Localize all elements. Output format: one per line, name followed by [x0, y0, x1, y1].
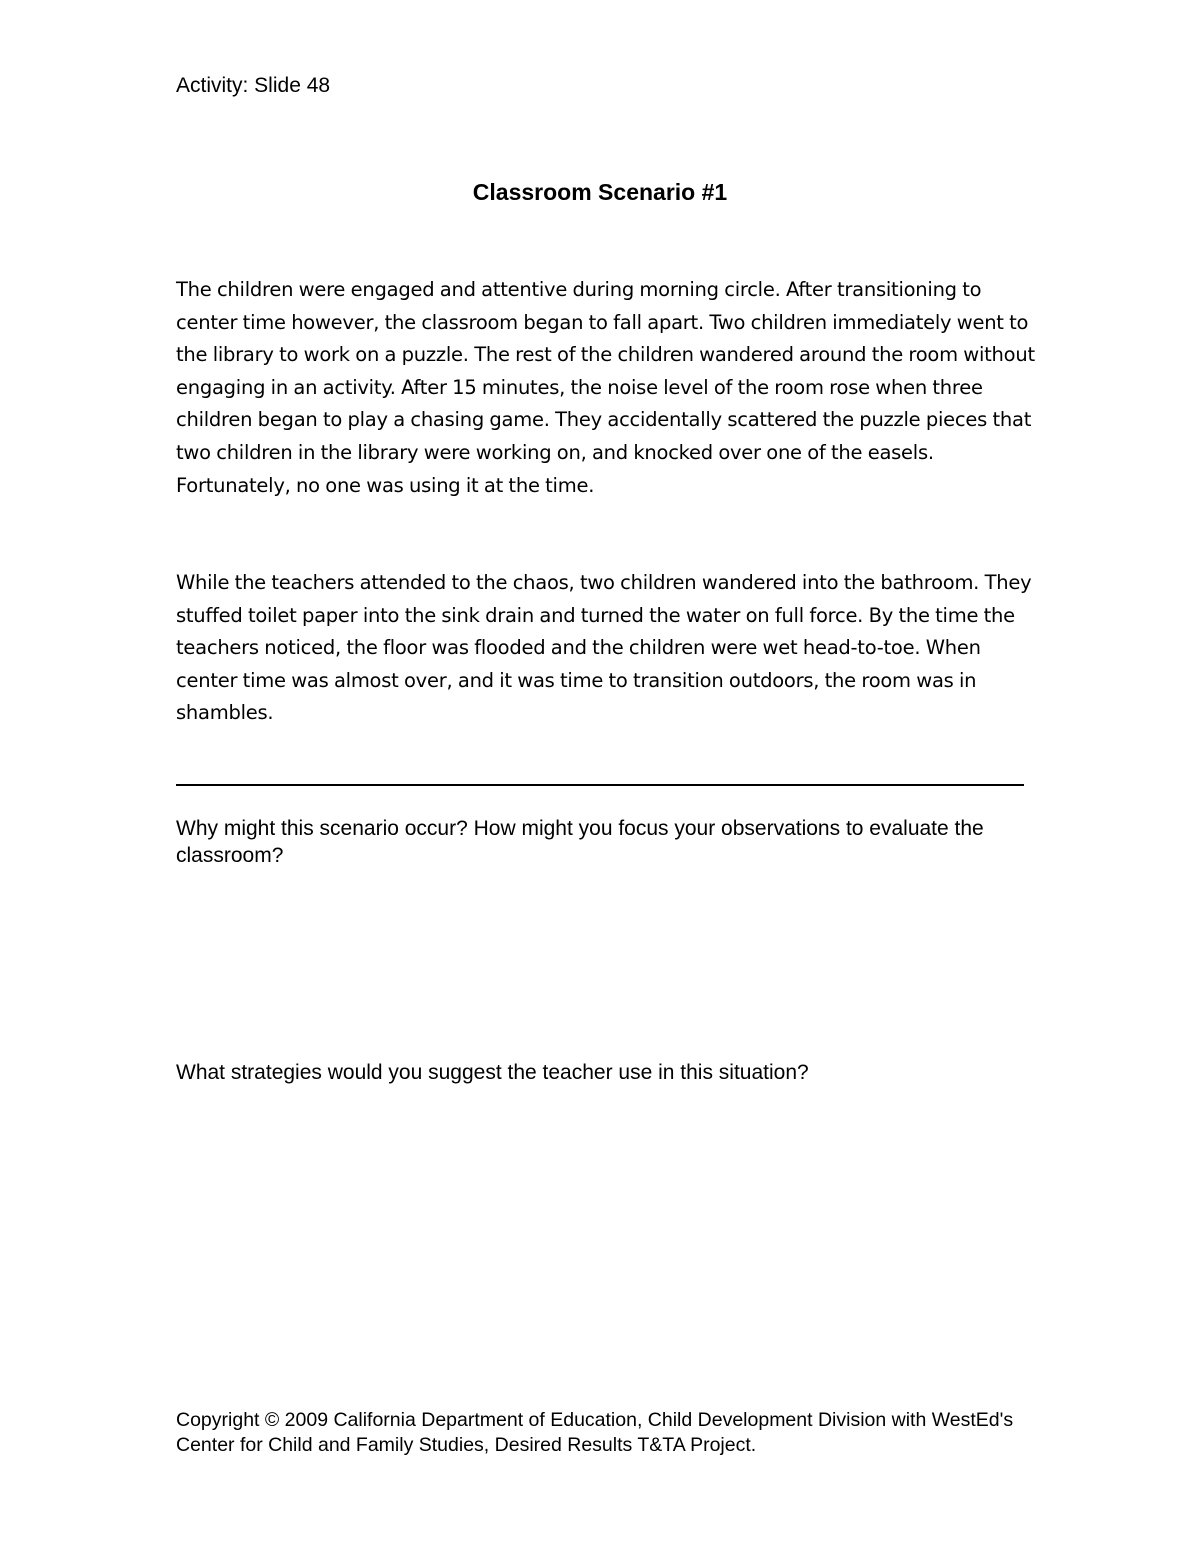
- scenario-paragraph-2: [176, 567, 1036, 730]
- scenario-paragraph-1: [176, 274, 1036, 502]
- scenario-paragraph-text: While the teachers attended to the chaos, two children wandered into the bathroom. They stuffed toilet paper into the sink drain and turned the water on full force. By the time the teachers noticed, the floor was flooded and the children were wet head-to-toe. When center time was almost over, and it was time to transition outdoors, the room was in shambles.: [176, 571, 1032, 725]
- copyright-notice: Copyright © 2009 California Department of Education, Child Development Division with WestEd's Center for Child and Family Studies, Desired Results T&TA Project.: [176, 1409, 1014, 1456]
- question-2: What strategies would you suggest the teacher use in this situation?: [176, 1061, 809, 1084]
- question-1: Why might this scenario occur? How might you focus your observations to evaluate the classroom?: [176, 817, 984, 867]
- section-divider: [176, 784, 1024, 786]
- scenario-paragraph-text: The children were engaged and attentive during morning circle. After transitioning to center time however, the classroom began to fall apart. Two children immediately went to the library to work on a puzzle. The rest of the children wandered around the room without engaging in an activity. After 15 minutes, the noise level of the room rose when three children began to play a chasing game. They accidentally scattered the puzzle pieces that two children in the library were working on, and knocked over one of the easels. Fortunately, no one was using it at the time.: [176, 278, 1035, 497]
- activity-slide-label: Activity: Slide 48: [176, 74, 331, 97]
- page-title: Classroom Scenario #1: [472, 179, 728, 205]
